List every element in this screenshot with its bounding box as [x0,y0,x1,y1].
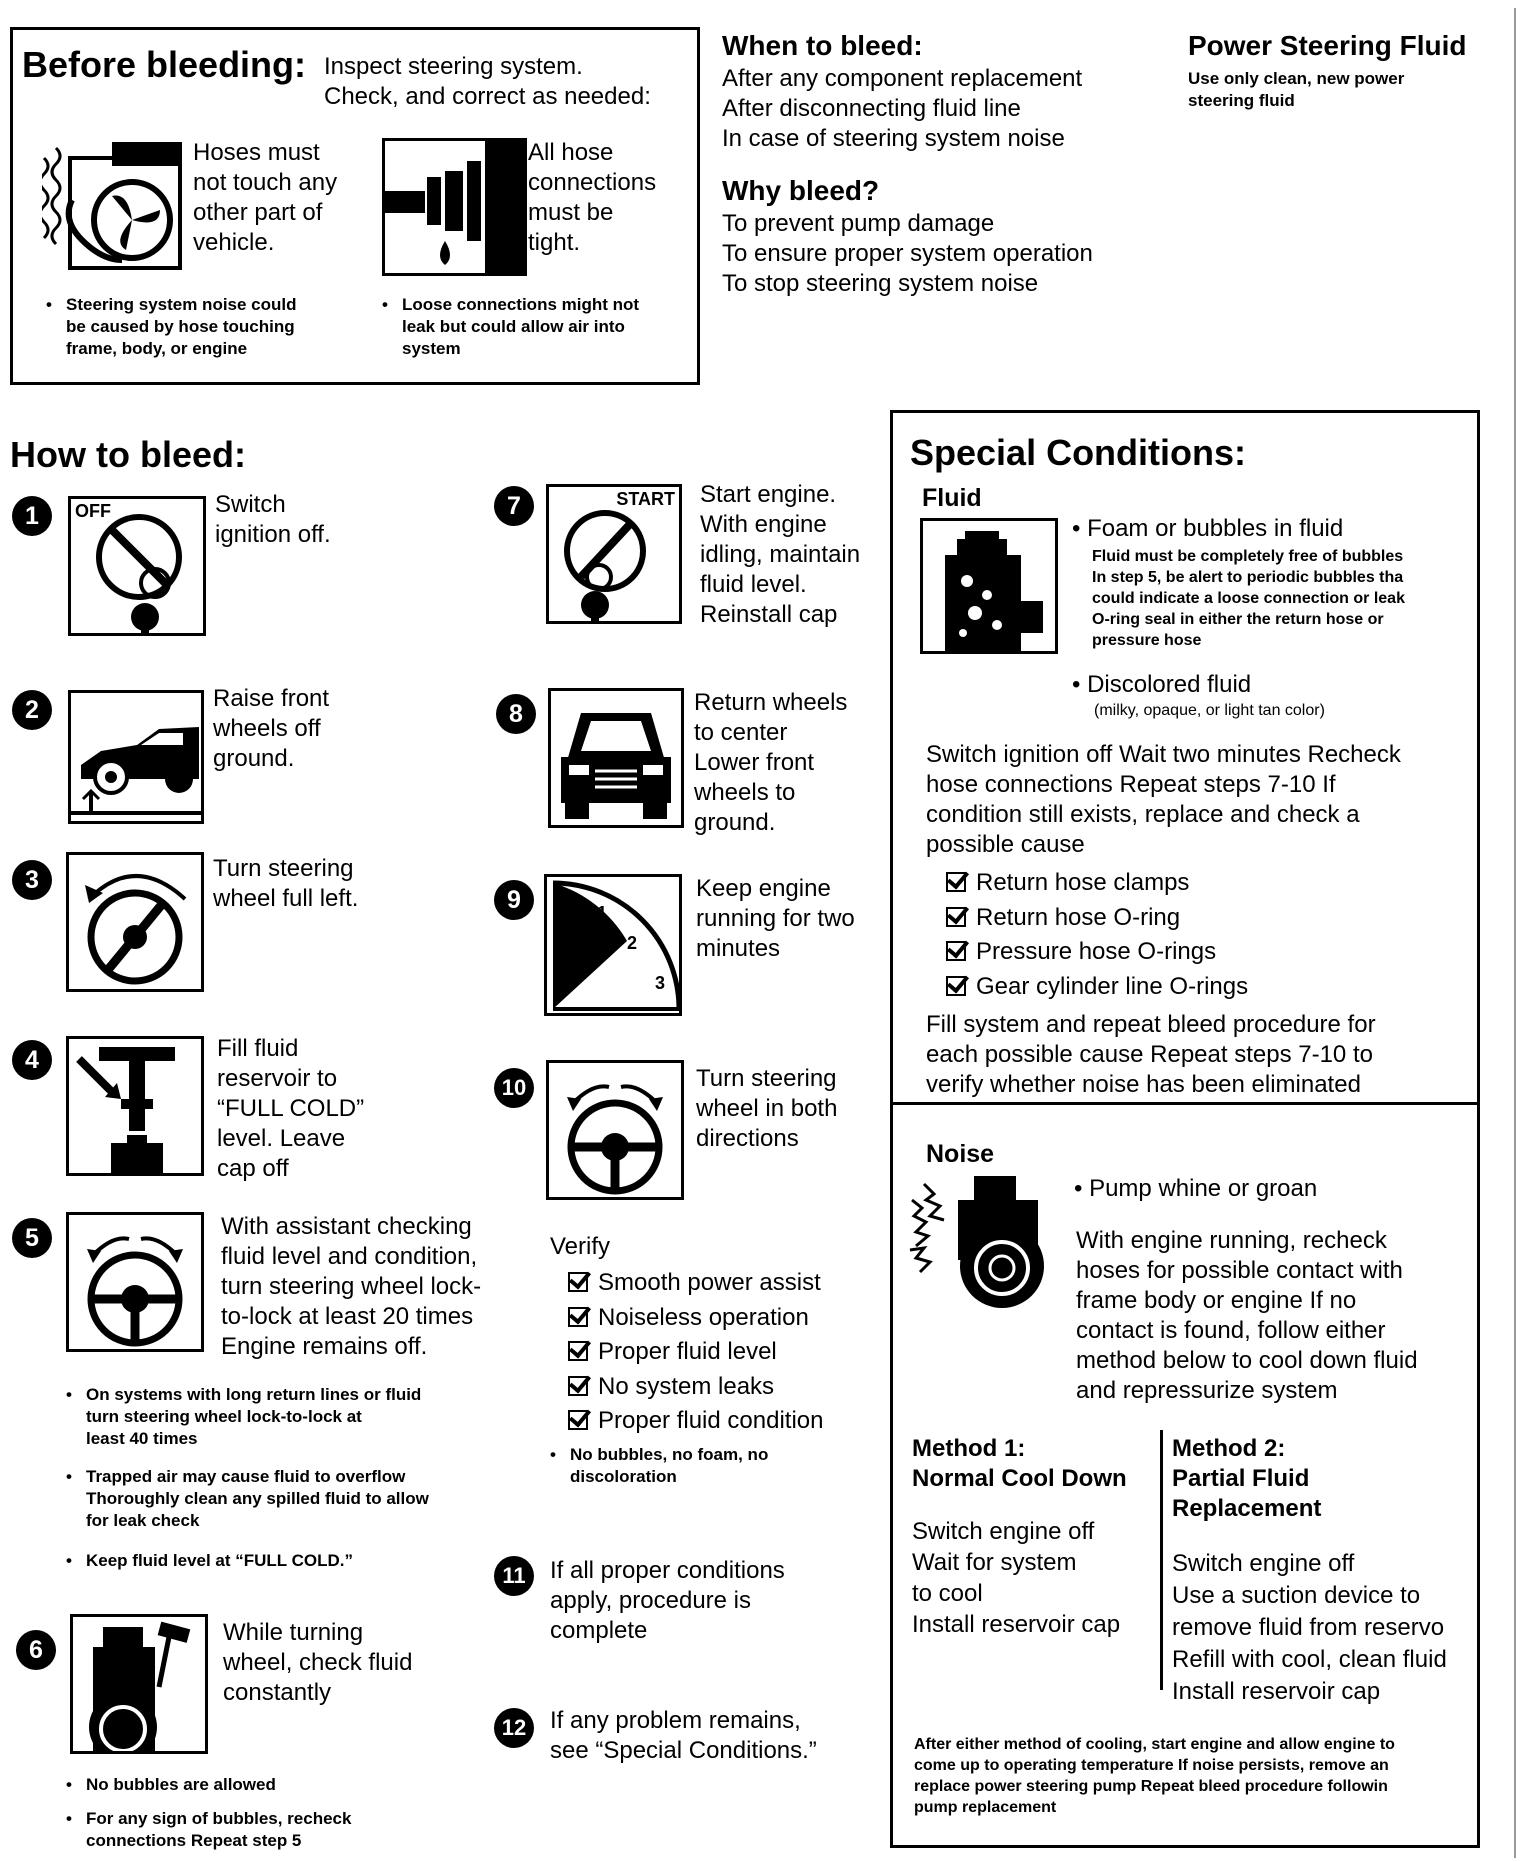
step-11-number: 11 [494,1556,534,1596]
step-2-text: Raise front wheels off ground. [213,685,330,772]
noise-bullet-whine: • Pump whine or groan [1074,1175,1318,1202]
ignition-off-icon [68,496,206,636]
step-1-number: 1 [12,496,52,536]
check-fluid-pump-icon [70,1614,208,1754]
step-7-text: Start engine. With engine idling, maintain fluid level. Reinstall cap [700,481,861,628]
steering-lock-to-lock-icon [66,1212,204,1352]
checkbox-checked-icon [568,1272,588,1292]
checkbox-checked-icon [568,1410,588,1430]
car-front-icon [548,688,684,828]
verify-item: Noiseless operation [568,1301,823,1336]
fluid-spec-title: Power Steering Fluid [1188,30,1467,61]
step-9-number: 9 [494,880,534,920]
step-9-text: Keep engine running for two minutes [696,875,855,962]
fluid-bullet-foam: • Foam or bubbles in fluid [1072,515,1344,542]
steering-both-directions-icon [546,1060,684,1200]
fluid-section-title: Fluid [922,484,982,512]
special-conditions-title: Special Conditions: [910,432,1247,473]
hoses-note: • Steering system noise could be caused by hose touching frame, body, or engine [46,295,297,358]
checkbox-checked-icon [568,1376,588,1396]
step-3-text: Turn steering wheel full left. [213,855,359,912]
gauge-label-3: 3 [655,973,666,993]
noise-paragraph: With engine running, recheck hoses for possible contact with frame body or engine If no contact is found, follow either method below to cool down fluid and repressurize system [1076,1227,1418,1404]
step-5-text: With assistant checking fluid level and condition, turn steering wheel lock- to-lock at least 20 times Engine remains off. [221,1213,482,1360]
verify-title: Verify [550,1233,611,1260]
checkbox-checked-icon [946,907,966,927]
timer-gauge-icon [544,874,682,1016]
before-bleeding-title: Before bleeding: [22,44,307,85]
fluid-spec-text: Use only clean, new power steering fluid [1188,69,1405,110]
step-5-note-3: • Keep fluid level at “FULL COLD.” [66,1551,353,1570]
fluid-discolored-text: (milky, opaque, or light tan color) [1094,702,1325,719]
ignition-start-label: START [616,489,675,509]
method-2-steps: Switch engine off Use a suction device to remove fluid from reservo Refill with cool, clean fluid Install reservoir cap [1172,1550,1447,1705]
before-bleeding-sub1: Inspect steering system. [324,53,583,80]
raised-car-icon [68,690,204,824]
checkbox-checked-icon [568,1341,588,1361]
when-to-bleed-list: After any component replacement After disconnecting fluid line In case of steering system noise [722,65,1083,152]
step-6-text: While turning wheel, check fluid constantly [223,1619,413,1706]
noise-section-title: Noise [926,1140,995,1168]
hose-connection-note: • Loose connections might not leak but could allow air into system [382,295,640,358]
ignition-start-icon [546,484,682,624]
step-3-number: 3 [12,860,52,900]
gauge-label-0: 0 [557,889,568,909]
ignition-off-label: OFF [75,501,111,521]
step-6-note-2: • For any sign of bubbles, recheck connections Repeat step 5 [66,1809,352,1850]
after-cooling-note: After either method of cooling, start engine and allow engine to come up to operating temperature If noise persists, remove an replace power steering pump Repeat bleed procedure followin pump replacement [914,1736,1395,1816]
checkbox-checked-icon [568,1307,588,1327]
fill-reservoir-icon [66,1036,204,1176]
fluid-repeat-paragraph: Fill system and repeat bleed procedure for each possible cause Repeat steps 7-10 to verify whether noise has been eliminated [926,1011,1376,1098]
verify-list [568,1266,823,1439]
fluid-cause-checklist [946,866,1248,1004]
method-1-steps: Switch engine off Wait for system to cool Install reservoir cap [912,1518,1121,1638]
fluid-instruction-paragraph: Switch ignition off Wait two minutes Recheck hose connections Repeat steps 7-10 If condition still exists, replace and check a possible cause [926,741,1401,858]
verify-item: Proper fluid level [568,1335,823,1370]
hoses-icon [42,138,187,273]
step-8-text: Return wheels to center Lower front wheels to ground. [694,689,848,836]
step-7-number: 7 [494,486,534,526]
fluid-foam-text: Fluid must be completely free of bubbles In step 5, be alert to periodic bubbles tha could indicate a loose connection or leak O-ring seal in either the return hose or pressure hose [1092,548,1405,649]
step-5-note-2: • Trapped air may cause fluid to overflow Thoroughly clean any spilled fluid to allow for leak check [66,1467,429,1530]
special-conditions-divider [890,1102,1480,1105]
hose-connection-icon [382,138,527,276]
pump-noise-icon [908,1170,1056,1310]
hoses-text: Hoses must not touch any other part of vehicle. [193,139,338,256]
right-edge-rule [1514,8,1516,1858]
step-4-number: 4 [12,1040,52,1080]
verify-item: No system leaks [568,1370,823,1405]
step-1-text: Switch ignition off. [215,491,331,548]
step-10-number: 10 [494,1068,534,1108]
cause-item: Return hose O-ring [946,901,1248,936]
when-to-bleed-title: When to bleed: [722,30,923,61]
step-6-note-1: • No bubbles are allowed [66,1775,276,1794]
methods-divider [1160,1430,1163,1690]
step-11-text: If all proper conditions apply, procedure is complete [550,1557,785,1644]
verify-item: Proper fluid condition [568,1404,823,1439]
cause-item: Return hose clamps [946,866,1248,901]
fluid-bullet-discolored: • Discolored fluid [1072,671,1252,698]
steering-left-icon [66,852,204,992]
why-bleed-list: To prevent pump damage To ensure proper system operation To stop steering system noise [722,210,1093,297]
step-8-number: 8 [496,694,536,734]
step-5-number: 5 [12,1218,52,1258]
hose-connection-text: All hose connections must be tight. [528,139,657,256]
fluid-reservoir-icon [920,518,1058,654]
gauge-label-2: 2 [627,933,638,953]
verify-item: Smooth power assist [568,1266,823,1301]
verify-note: • No bubbles, no foam, no discoloration [550,1445,769,1486]
cause-item: Pressure hose O-rings [946,935,1248,970]
checkbox-checked-icon [946,941,966,961]
step-10-text: Turn steering wheel in both directions [696,1065,838,1152]
method-1-title: Method 1: Normal Cool Down [912,1435,1127,1492]
step-2-number: 2 [12,690,52,730]
checkbox-checked-icon [946,872,966,892]
step-4-text: Fill fluid reservoir to “FULL COLD” level. Leave cap off [217,1035,365,1182]
step-12-text: If any problem remains, see “Special Conditions.” [550,1707,817,1764]
how-to-bleed-title: How to bleed: [10,434,246,475]
step-5-note-1: • On systems with long return lines or fluid turn steering wheel lock-to-lock at least 40 times [66,1385,422,1448]
why-bleed-title: Why bleed? [722,175,880,206]
before-bleeding-sub2: Check, and correct as needed: [324,83,651,110]
method-2-title: Method 2: Partial Fluid Replacement [1172,1435,1322,1522]
gauge-label-1: 1 [597,903,608,923]
checkbox-checked-icon [946,976,966,996]
step-6-number: 6 [16,1630,56,1670]
cause-item: Gear cylinder line O-rings [946,970,1248,1005]
step-12-number: 12 [494,1708,534,1748]
